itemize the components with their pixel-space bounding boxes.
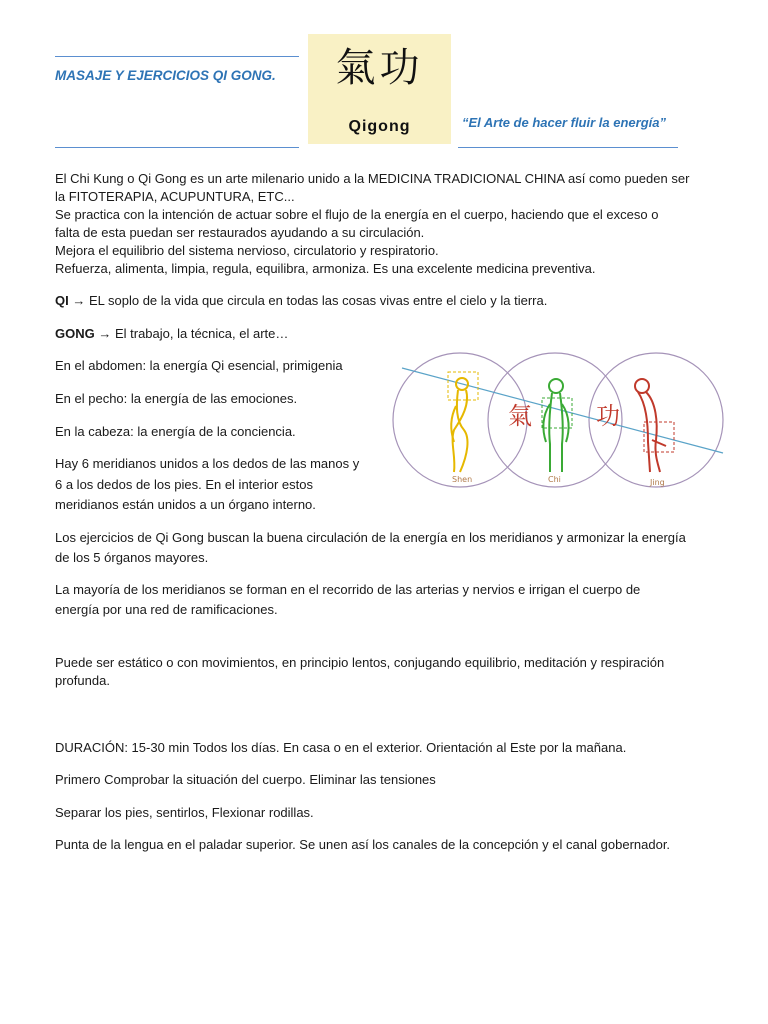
static-line: profunda. [55, 673, 110, 688]
static-line: Puede ser estático o con movimientos, en principio lentos, conjugando equilibrio, meditación y respiración [55, 655, 665, 670]
label-jing: Jing [650, 478, 665, 487]
duration-line: DURACIÓN: 15-30 min Todos los días. En casa o en el exterior. Orientación al Este por la mañana. [55, 740, 627, 755]
gong-text: El trabajo, la técnica, el arte… [114, 326, 289, 341]
meridians-line: 6 a los dedos de los pies. En el interior estos [55, 477, 313, 492]
intro-line: Refuerza, alimenta, limpia, regula, equilibra, armoniza. Es una excelente medicina preventiva. [55, 261, 596, 276]
logo-chinese-characters: 氣功 [335, 45, 424, 91]
intro-line: Se practica con la intención de actuar sobre el flujo de la energía en el cuerpo, haciendo que el exceso o [55, 207, 659, 222]
qi-definition [55, 292, 547, 310]
qi-arrow: → [68, 293, 89, 308]
qigong-logo [308, 34, 451, 144]
meridians-line: meridianos están unidos a un órgano interno. [55, 497, 316, 512]
document-title: MASAJE Y EJERCICIOS QI GONG. [55, 68, 276, 83]
three-treasures-diagram [390, 346, 730, 494]
intro-line: falta de esta puedan ser restaurados ayudando a su circulación. [55, 225, 425, 240]
header-rule-bottom-left [55, 147, 299, 148]
energy-chest: En el pecho: la energía de las emociones. [55, 391, 298, 406]
exercises-line: Los ejercicios de Qi Gong buscan la buena circulación de la energía en los meridianos y armonizar la energía [55, 530, 686, 545]
chi-figure [543, 379, 568, 472]
gong-definition [55, 325, 288, 343]
arteries-line: La mayoría de los meridianos se forman en el recorrido de las arterias y nervios e irrigan el cuerpo de [55, 582, 641, 597]
first-step-line: Primero Comprobar la situación del cuerpo. Eliminar las tensiones [55, 772, 436, 787]
label-chi: Chi [548, 475, 561, 484]
tongue-line: Punta de la lengua en el paladar superior. Se unen así los canales de la concepción y el canal gobernador. [55, 837, 671, 852]
feet-line: Separar los pies, sentirlos, Flexionar rodillas. [55, 805, 314, 820]
shen-focus-box [448, 372, 478, 400]
gong-arrow: → [94, 326, 115, 341]
gong-term: GONG [55, 326, 95, 341]
qi-text: EL soplo de la vida que circula en todas las cosas vivas entre el cielo y la tierra. [88, 293, 548, 308]
arteries-line: energía por una red de ramificaciones. [55, 602, 278, 617]
label-shen: Shen [452, 475, 473, 484]
meridians-line: Hay 6 meridianos unidos a los dedos de las manos y [55, 456, 360, 471]
diagram-qi-character: 氣 [508, 402, 532, 430]
diagram-gong-character: 功 [596, 402, 620, 430]
energy-head: En la cabeza: la energía de la conciencia. [55, 424, 296, 439]
intro-line: Mejora el equilibrio del sistema nervioso, circulatorio y respiratorio. [55, 243, 439, 258]
intro-line: la FITOTERAPIA, ACUPUNTURA, ETC... [55, 189, 295, 204]
header-rule-bottom-right [458, 147, 678, 148]
diagram-circles [393, 353, 723, 487]
exercises-line: de los 5 órganos mayores. [55, 550, 209, 565]
jing-figure [635, 379, 666, 472]
energy-abdomen: En el abdomen: la energía Qi esencial, primigenia [55, 358, 343, 373]
intro-line: El Chi Kung o Qi Gong es un arte milenario unido a la MEDICINA TRADICIONAL CHINA así como pueden ser [55, 171, 690, 186]
header-rule-top-left [55, 56, 299, 57]
header-quote: “El Arte de hacer fluir la energía” [462, 115, 666, 130]
logo-word: Qigong [348, 118, 411, 135]
qi-term: QI [55, 293, 69, 308]
shen-figure [451, 378, 468, 472]
